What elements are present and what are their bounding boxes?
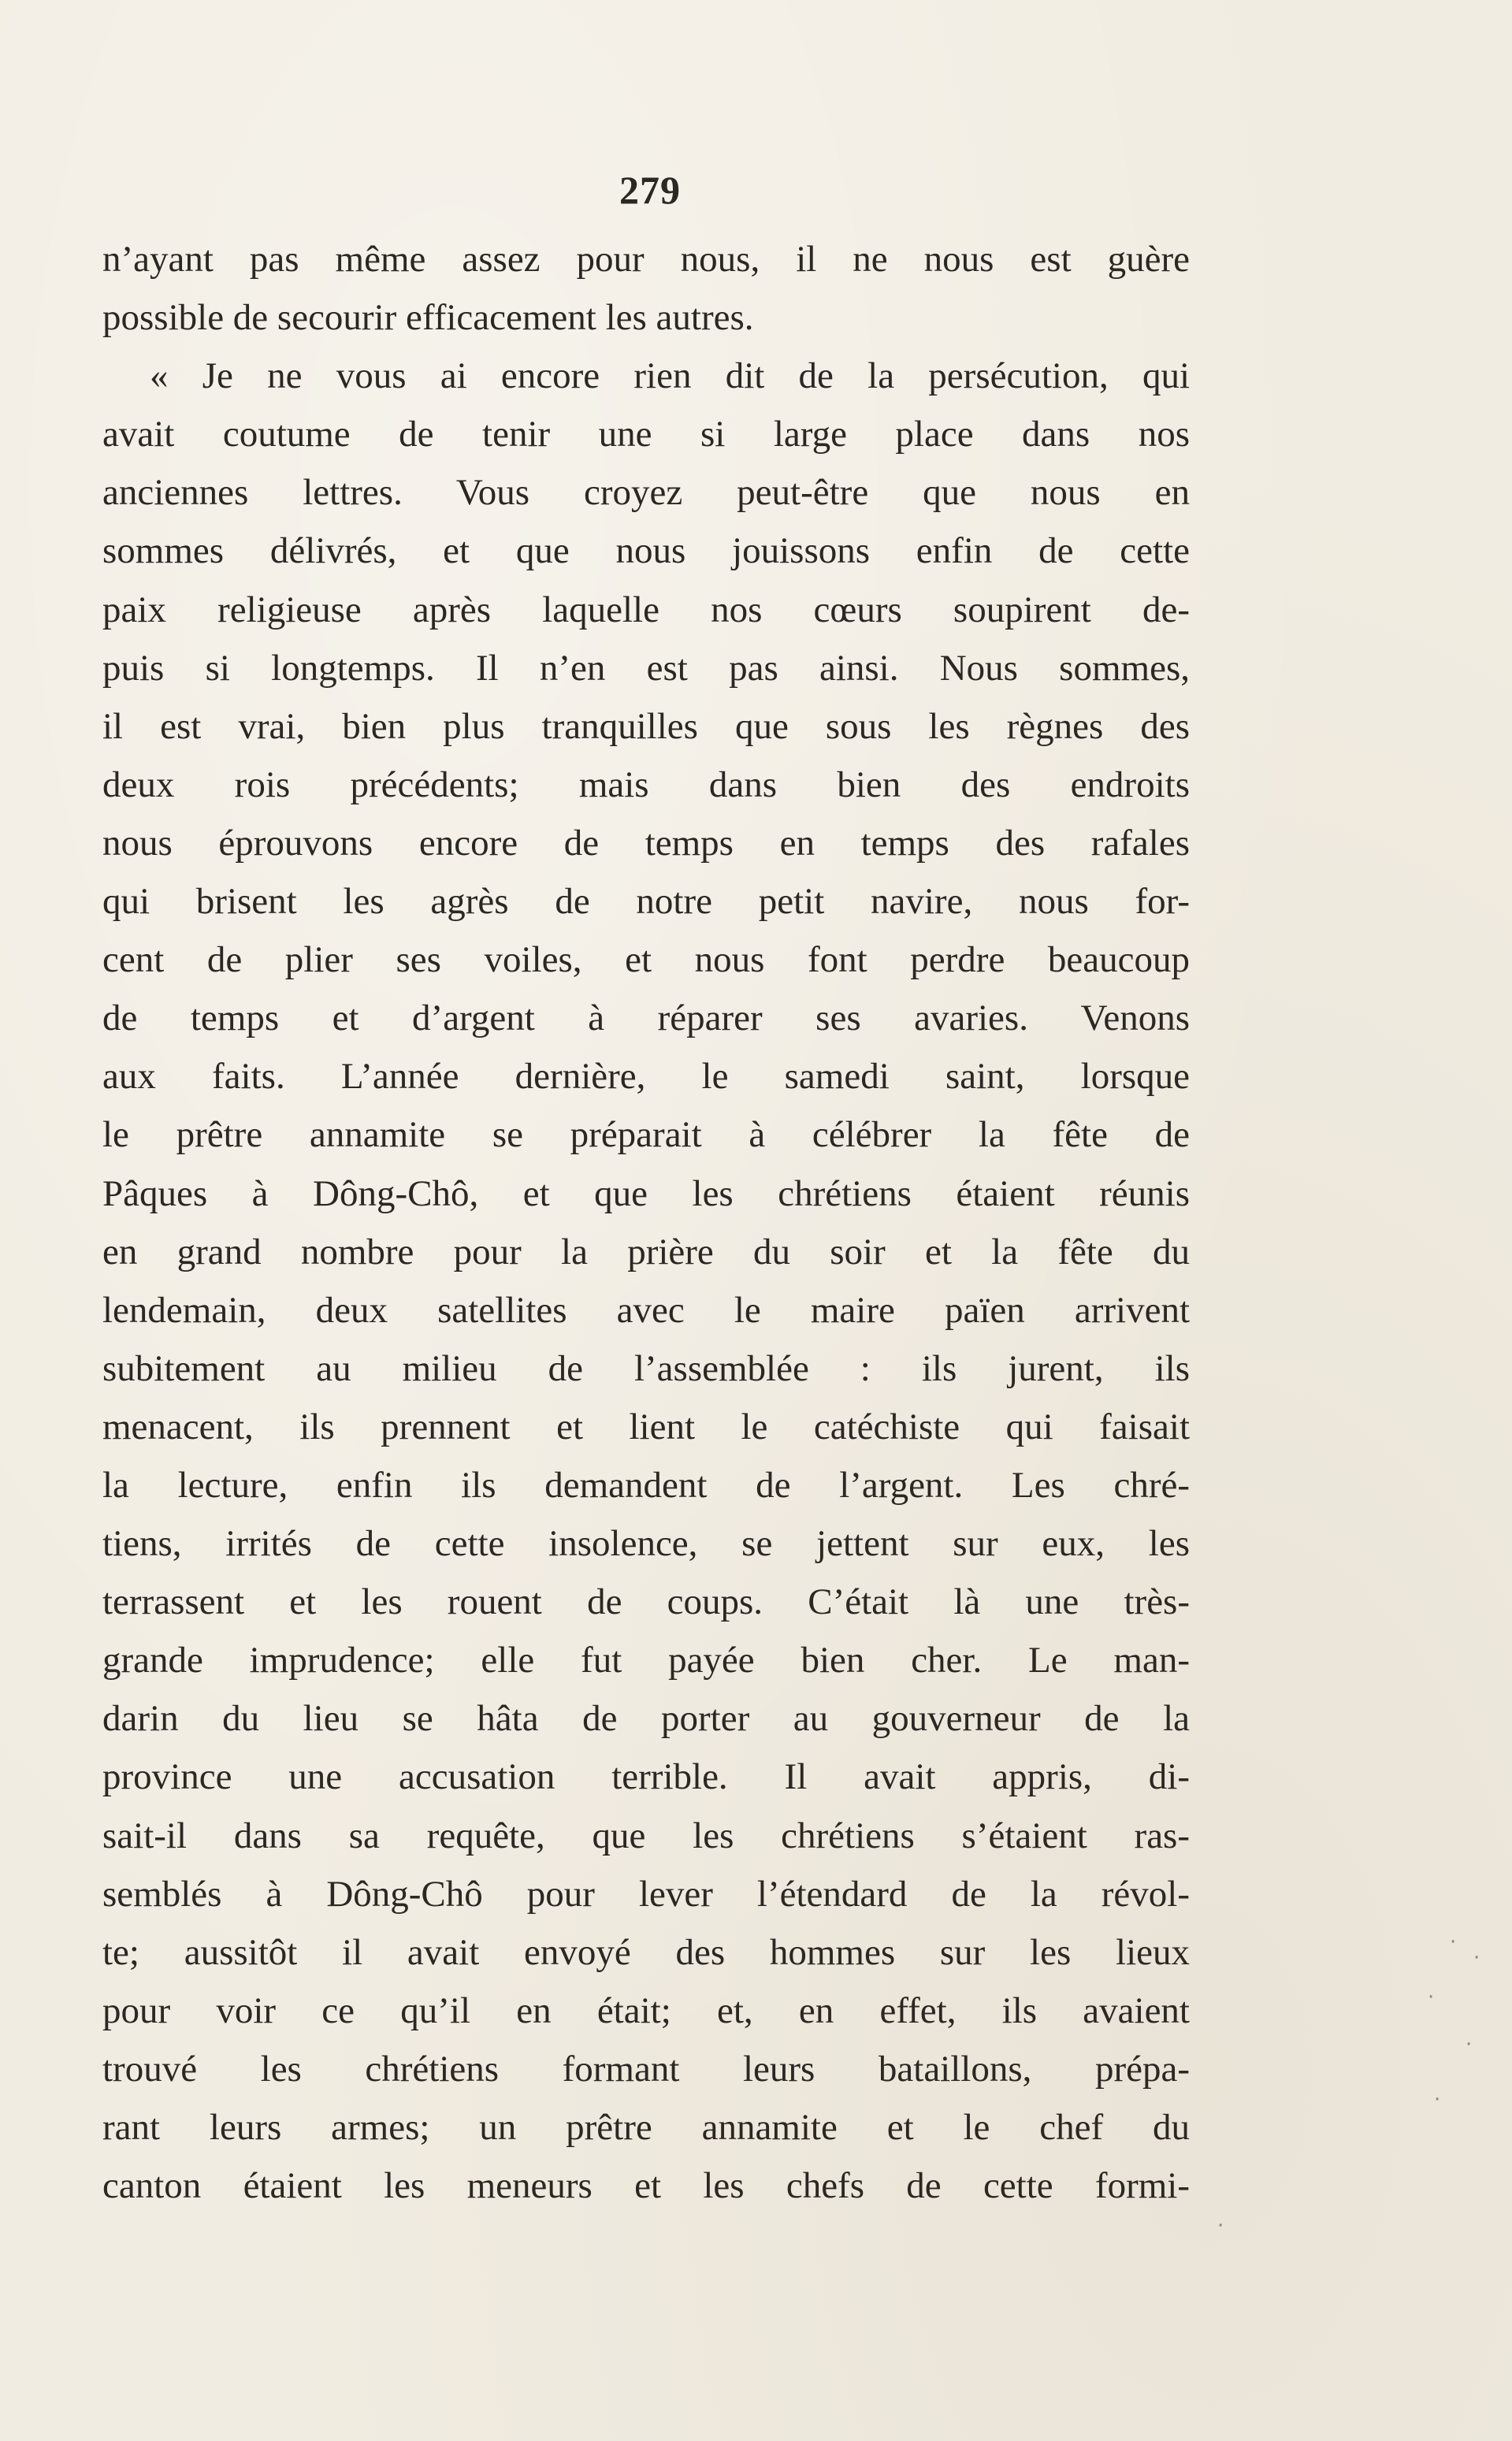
text-line: semblés à Dông-Chô pour lever l’étendard de la révol-: [102, 1873, 1190, 1915]
text-line: il est vrai, bien plus tranquilles que sous les règnes des: [102, 705, 1190, 747]
paper-speck: ·: [1434, 2088, 1441, 2112]
text-line: Pâques à Dông-Chô, et que les chrétiens étaient réunis: [102, 1172, 1190, 1214]
text-line: deux rois précédents; mais dans bien des endroits: [102, 764, 1190, 805]
text-line: la lecture, enfin ils demandent de l’argent. Les chré-: [102, 1464, 1190, 1506]
body-text: [102, 230, 1190, 2215]
paper-speck: ·: [1217, 2214, 1224, 2238]
text-line: rant leurs armes; un prêtre annamite et le chef du: [102, 2107, 1190, 2148]
text-line: « Je ne vous ai encore rien dit de la persécution, qui: [150, 355, 1190, 397]
text-line: terrassent et les rouent de coups. C’était là une très-: [102, 1581, 1190, 1623]
text-line: avait coutume de tenir une si large place dans nos: [102, 414, 1190, 455]
text-line: de temps et d’argent à réparer ses avaries. Venons: [102, 998, 1190, 1039]
text-line: tiens, irrités de cette insolence, se jettent sur eux, les: [102, 1523, 1190, 1565]
text-line: trouvé les chrétiens formant leurs bataillons, prépa-: [102, 2048, 1190, 2090]
text-line: puis si longtemps. Il n’en est pas ainsi. Nous sommes,: [102, 647, 1190, 689]
paper-speck: ·: [1466, 2033, 1473, 2056]
text-line: aux faits. L’année dernière, le samedi saint, lorsque: [102, 1056, 1190, 1098]
text-line: possible de secourir efficacement les autres.: [102, 297, 754, 339]
paper-speck: ·: [1428, 1986, 1435, 2009]
text-line: paix religieuse après laquelle nos cœurs soupirent de-: [102, 589, 1190, 630]
text-line: n’ayant pas même assez pour nous, il ne nous est guère: [102, 239, 1190, 280]
page-number: 279: [619, 168, 681, 212]
paper-speck: ·: [1450, 1930, 1457, 1954]
text-line: le prêtre annamite se préparait à célébrer la fête de: [102, 1114, 1190, 1156]
text-line: sommes délivrés, et que nous jouissons enfin de cette: [102, 530, 1190, 572]
text-line: canton étaient les meneurs et les chefs de cette formi-: [102, 2165, 1190, 2207]
text-line: nous éprouvons encore de temps en temps des rafales: [102, 822, 1190, 864]
text-line: sait-il dans sa requête, que les chrétiens s’étaient ras-: [102, 1815, 1190, 1856]
text-line: subitement au milieu de l’assemblée : ils jurent, ils: [102, 1347, 1190, 1389]
text-line: darin du lieu se hâta de porter au gouverneur de la: [102, 1698, 1190, 1740]
text-line: pour voir ce qu’il en était; et, en effet, ils avaient: [102, 1990, 1190, 2031]
text-line: cent de plier ses voiles, et nous font perdre beaucoup: [102, 939, 1190, 981]
text-line: anciennes lettres. Vous croyez peut-être que nous en: [102, 472, 1190, 514]
text-line: menacent, ils prennent et lient le catéchiste qui faisait: [102, 1406, 1190, 1447]
text-line: te; aussitôt il avait envoyé des hommes sur les lieux: [102, 1931, 1190, 1973]
text-line: grande imprudence; elle fut payée bien cher. Le man-: [102, 1640, 1190, 1681]
text-line: qui brisent les agrès de notre petit navire, nous for-: [102, 881, 1190, 923]
paper-speck: ·: [1473, 1946, 1480, 1970]
text-line: province une accusation terrible. Il avait appris, di-: [102, 1756, 1190, 1798]
text-line: en grand nombre pour la prière du soir et la fête du: [102, 1231, 1190, 1273]
text-line: lendemain, deux satellites avec le maire païen arrivent: [102, 1289, 1190, 1331]
